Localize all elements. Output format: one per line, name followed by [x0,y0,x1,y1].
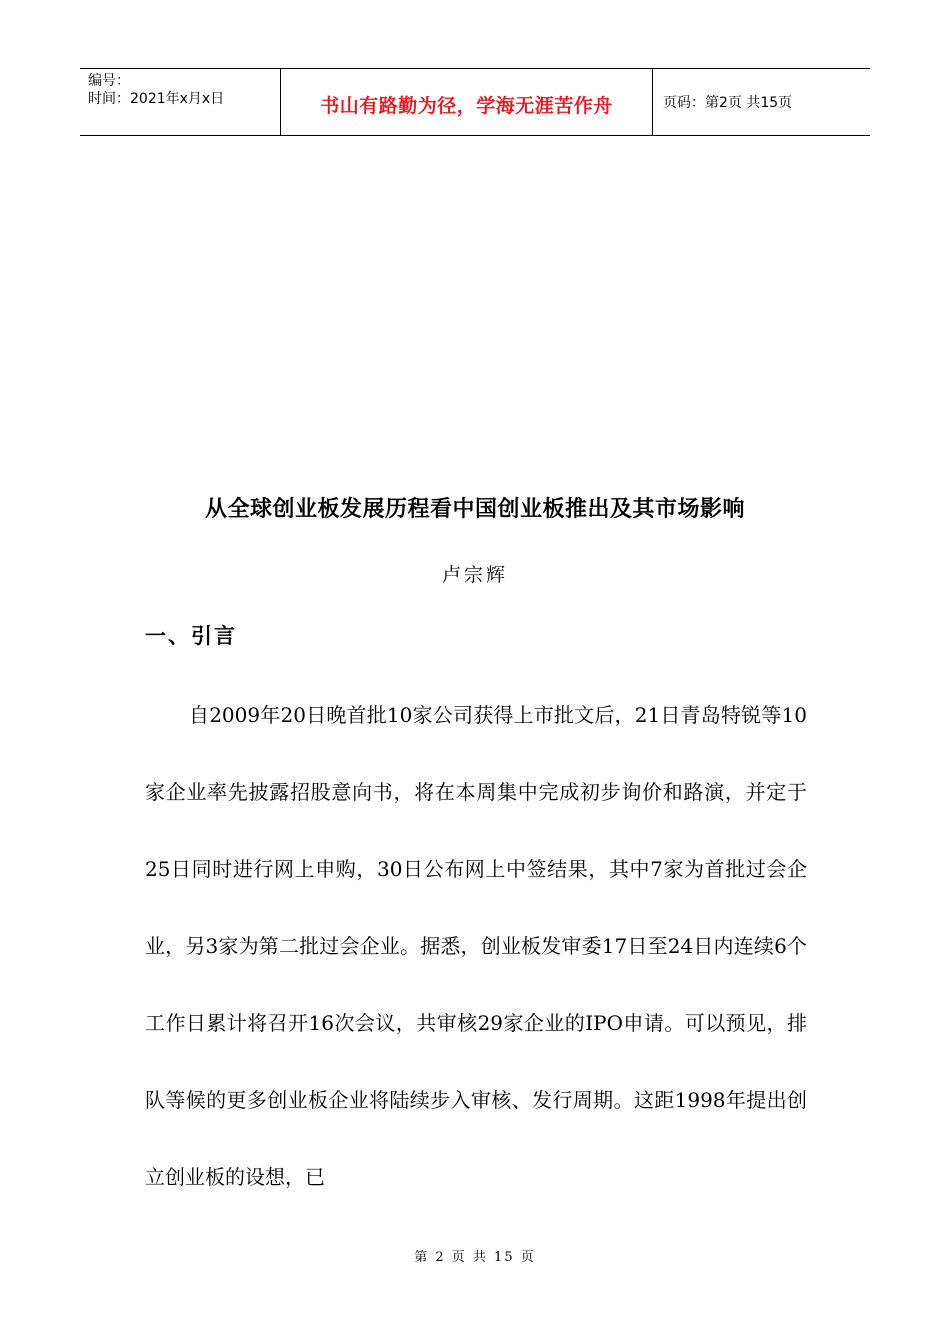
header-table [80,68,870,136]
author: 卢宗辉 [441,564,508,586]
page-info: 页码：第2页 共15页 [663,95,793,111]
motto: 书山有路勤为径，学海无涯苦作舟 [320,94,613,117]
page-footer: 第 2 页 共 15 页 [414,1250,536,1265]
header-left-cell [80,69,281,135]
time-label: 时间：2021年x月x日 [88,91,225,107]
section-heading: 一、引言 [145,624,237,648]
header-middle-cell [281,69,653,135]
document-title: 从全球创业板发展历程看中国创业板推出及其市场影响 [204,497,745,522]
header-right-cell [653,69,870,135]
body-paragraph: 自2009年20日晚首批10家公司获得上市批文后，21日青岛特锐等10家企业率先披露招股意向书，将在本周集中完成初步询价和路演，并定于25日同时进行网上申购，30日公布网上中签结果，其中7家为首批过会企业，另3家为第二批过会企业。据悉，创业板发审委17日至24日内连续6个工作日累计将召开16次会议，共审核29家企业的IPO申请。可以预见，排队等候的更多创业板企业将陆续步入审核、发行周期。这距1998年提出创立创业板的设想，已 [145,703,807,1189]
number-label: 编号： [88,73,130,89]
